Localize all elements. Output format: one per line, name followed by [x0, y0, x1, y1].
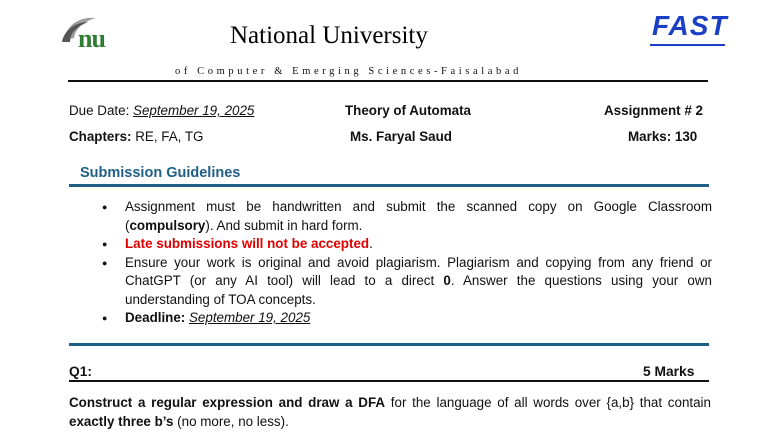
guidelines-heading: Submission Guidelines: [80, 165, 241, 181]
guidelines-list: [92, 198, 712, 328]
fast-logo: [650, 10, 728, 46]
assignment-number: Assignment # 2: [604, 103, 703, 118]
fast-logo-text: FAST: [652, 10, 728, 41]
guideline-text: .: [369, 236, 373, 251]
guidelines-bottom-rule: [69, 343, 709, 346]
late-warning: Late submissions will not be accepted: [125, 236, 370, 251]
question-bold: exactly three b’s: [69, 413, 174, 429]
guideline-text: Ensure your work is original and avoid plagiarism. Plagiarism and copying from any friend or ChatGPT (or any AI tool) will lead to a direct: [125, 254, 712, 288]
nu-logo: [58, 12, 122, 54]
course-name: Theory of Automata: [345, 103, 471, 118]
chapters-value: RE, FA, TG: [131, 129, 204, 144]
question-body: for the language of all words over {a,b} that contain: [385, 395, 711, 410]
guideline-bold: compulsory: [129, 217, 206, 233]
list-item: [92, 309, 712, 328]
instructor-name: Ms. Faryal Saud: [350, 129, 452, 144]
total-marks: Marks: 130: [628, 129, 698, 144]
university-subtitle: of Computer & Emerging Sciences-Faisalabad: [175, 66, 522, 77]
question-marks: 5 Marks: [643, 364, 695, 379]
guideline-text: ). And submit in hard form.: [205, 217, 363, 233]
guideline-text: Assignment must be handwritten and submit the scanned copy on Google Classroom (: [125, 199, 712, 233]
list-item: [92, 235, 712, 254]
chapters-label: Chapters:: [69, 129, 132, 144]
university-title: National University: [230, 22, 428, 49]
guidelines-top-rule: [69, 184, 709, 187]
question-bold: Construct a regular expression and draw a DFA: [69, 395, 386, 410]
list-item: [92, 254, 712, 310]
guideline-bold: 0: [443, 273, 451, 288]
due-date: [69, 103, 254, 118]
guideline-text: . Answer the questions using your own understanding of TOA concepts.: [125, 273, 712, 307]
question-label: Q1:: [69, 364, 92, 379]
question-text: [69, 394, 711, 431]
deadline-label: Deadline:: [125, 310, 189, 325]
deadline-value: September 19, 2025: [189, 310, 311, 325]
nu-logo-text: nu: [78, 24, 105, 53]
question-body: (no more, no less).: [173, 413, 289, 429]
question-rule: [69, 380, 709, 382]
due-date-value: September 19, 2025: [133, 103, 255, 118]
due-date-label: Due Date:: [69, 103, 134, 118]
chapters: [69, 129, 203, 144]
header-rule: [68, 80, 708, 82]
list-item: [92, 198, 712, 235]
